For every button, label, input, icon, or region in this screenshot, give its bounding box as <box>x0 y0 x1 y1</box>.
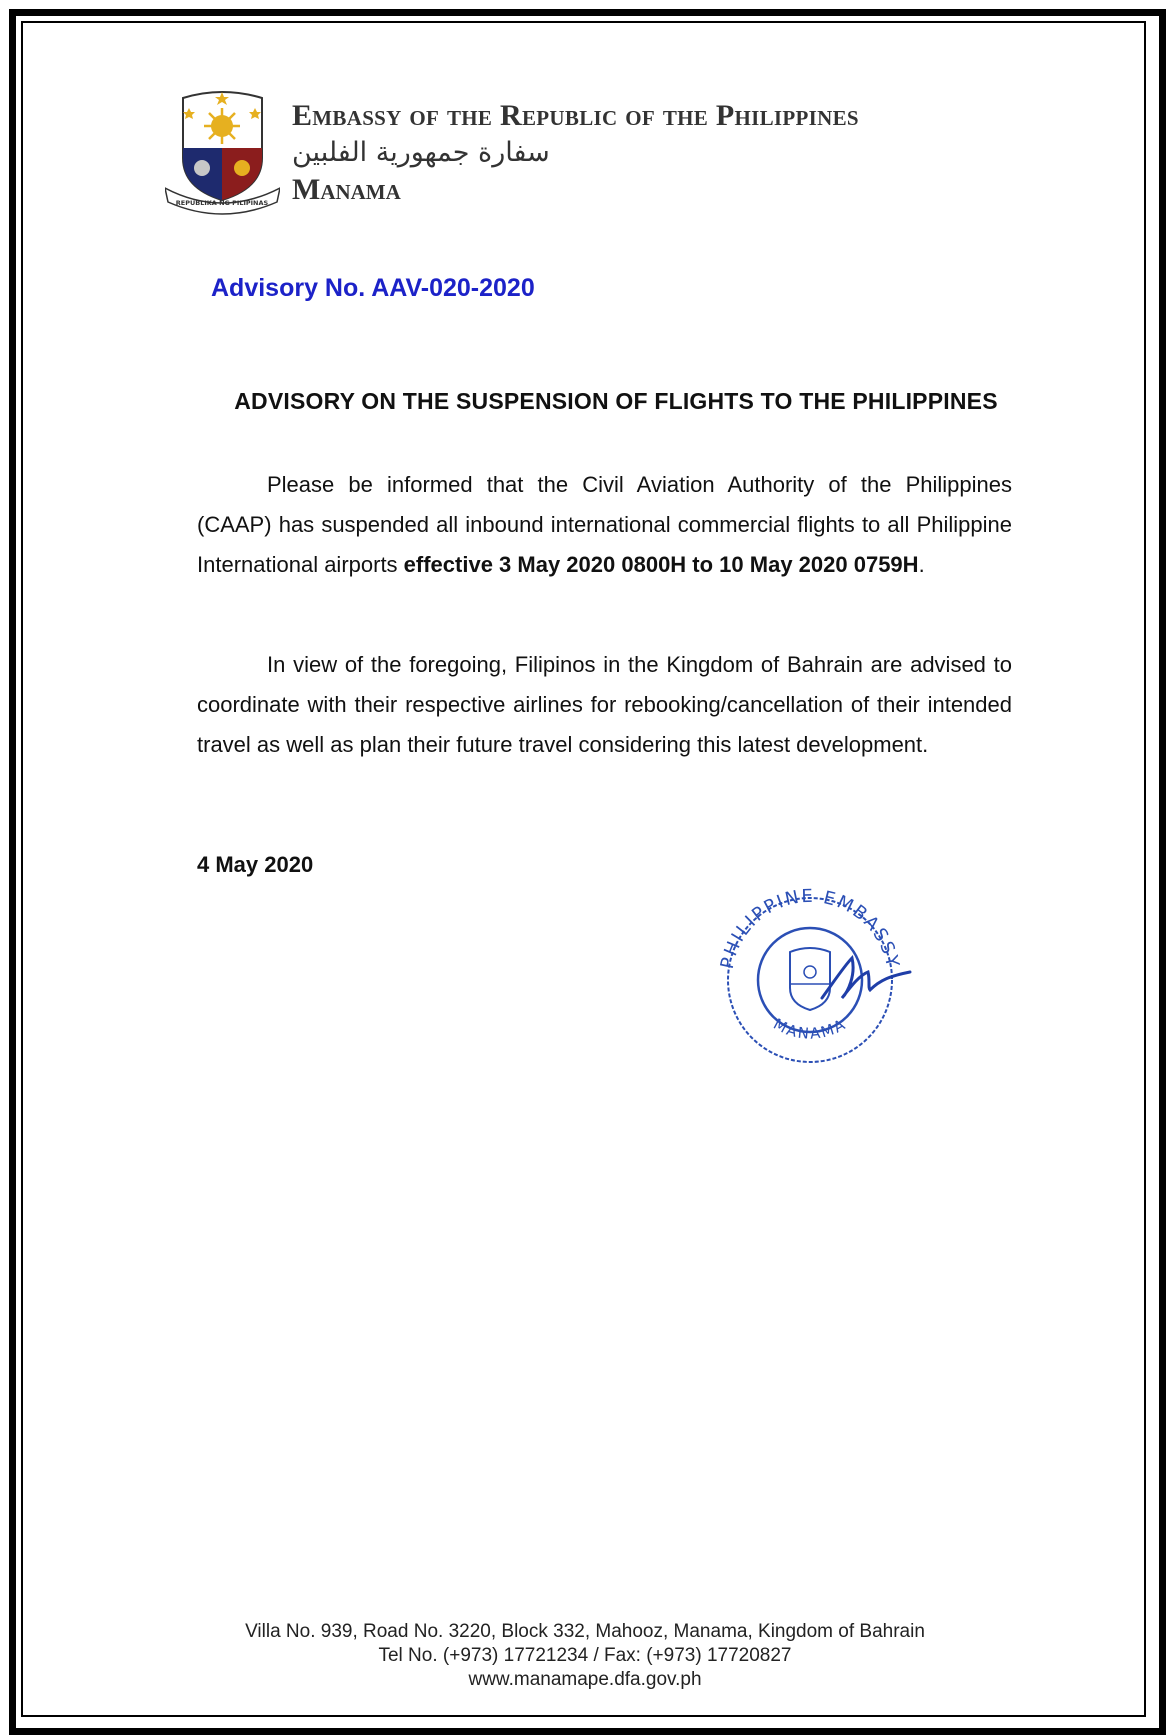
paragraph-2: In view of the foregoing, Filipinos in the Kingdom of Bahrain are advised to coordinate with their respective airlines for rebooking/cancellation of their intended travel as well as plan their future travel considering this latest development. <box>197 652 1012 757</box>
footer-address: Villa No. 939, Road No. 3220, Block 332, Mahooz, Manama, Kingdom of Bahrain <box>245 1621 925 1642</box>
paragraph-1-end: . <box>918 552 925 577</box>
svg-text:PHILIPPINE EMBASSY: PHILIPPINE EMBASSY <box>716 885 904 971</box>
svg-text:MANAMA: MANAMA <box>770 1014 850 1043</box>
embassy-stamp-seal-icon <box>710 880 940 1080</box>
philippine-coat-of-arms-icon <box>165 88 280 218</box>
paragraph-1-text: Please be informed that the Civil Aviation Authority of the Philippines (CAAP) has suspended all inbound international commercial flights to all Philippine International airports <box>197 472 1012 577</box>
footer <box>120 1620 1050 1692</box>
embassy-title-arabic: سفارة جمهورية الفلبين <box>292 137 550 168</box>
footer-website-link[interactable]: www.manamape.dfa.gov.ph <box>468 1669 702 1690</box>
footer-contact: Tel No. (+973) 17721234 / Fax: (+973) 17720827 <box>378 1645 792 1666</box>
paragraph-1 <box>197 465 1012 585</box>
embassy-city: Manama <box>292 173 401 206</box>
svg-text:REPUBLIKA NG PILIPINAS: REPUBLIKA NG PILIPINAS <box>175 199 269 207</box>
paragraph-1-bold-dates: effective 3 May 2020 0800H to 10 May 2020 0759H <box>403 552 919 577</box>
advisory-date: 4 May 2020 <box>197 852 314 877</box>
letterhead <box>165 88 1035 223</box>
advisory-title: ADVISORY ON THE SUSPENSION OF FLIGHTS TO THE PHILIPPINES <box>234 388 998 414</box>
inner-border <box>21 21 1146 1717</box>
embassy-title-english: Embassy of the Republic of the Philippines <box>292 99 859 132</box>
advisory-number: Advisory No. AAV-020-2020 <box>211 274 535 302</box>
